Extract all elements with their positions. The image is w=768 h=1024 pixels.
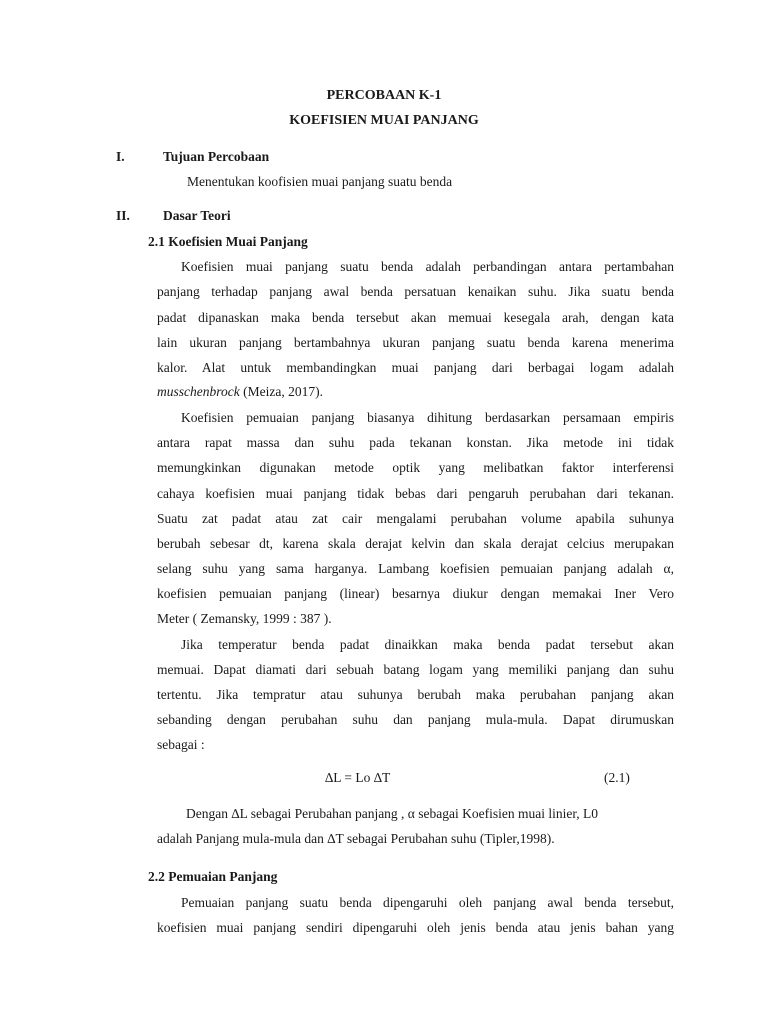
paragraph-2-line: antara rapat massa dan suhu pada tekanan konstan. Jika metode ini tidak	[157, 435, 674, 450]
citation: (Meiza, 2017).	[239, 384, 323, 399]
section-1-number: I.	[116, 149, 125, 164]
equation-number: (2.1)	[604, 770, 630, 785]
paragraph-3-last-line: sebagai :	[157, 737, 205, 752]
paragraph-3-line: tertentu. Jika tempratur atau suhunya berubah maka perubahan panjang akan	[157, 687, 674, 702]
equation: ∆L = Lo ∆T	[325, 770, 391, 785]
paragraph-4-line: adalah Panjang mula-mula dan ∆T sebagai Perubahan suhu (Tipler,1998).	[157, 831, 555, 846]
paragraph-3-line: sebanding dengan perubahan suhu dan panjang mula-mula. Dapat dirumuskan	[157, 712, 674, 727]
paragraph-4-line: Dengan ∆L sebagai Perubahan panjang , α sebagai Koefisien muai linier, L0	[186, 806, 599, 821]
paragraph-1-last-line	[157, 384, 323, 400]
paragraph-1-line: lain ukuran panjang bertambahnya ukuran panjang suatu benda karena menerima	[157, 335, 674, 350]
paragraph-3-line: Jika temperatur benda padat dinaikkan maka benda padat tersebut akan	[181, 637, 674, 652]
paragraph-2-last-line: Meter ( Zemansky, 1999 : 387 ).	[157, 611, 332, 626]
paragraph-2-line: koefisien pemuaian panjang (linear) besarnya diukur dengan memakai Iner Vero	[157, 586, 674, 601]
section-1-text: Menentukan koofisien muai panjang suatu benda	[187, 174, 453, 189]
section-1-heading: Tujuan Percobaan	[163, 149, 270, 164]
paragraph-2-line: Suatu zat padat atau zat cair mengalami perubahan volume apabila suhunya	[157, 511, 674, 526]
paragraph-5-line: koefisien muai panjang sendiri dipengaruhi oleh jenis benda atau jenis bahan yang	[157, 920, 674, 935]
section-2-number: II.	[116, 208, 130, 223]
subsection-2-2-heading: 2.2 Pemuaian Panjang	[148, 869, 278, 884]
section-2-heading: Dasar Teori	[163, 208, 231, 223]
paragraph-2-line: cahaya koefisien muai panjang tidak bebas dari pengaruh perubahan dari tekanan.	[157, 486, 674, 501]
paragraph-1-line: panjang terhadap panjang awal benda persatuan kenaikan suhu. Jika suatu benda	[157, 284, 674, 299]
paragraph-1-line: Koefisien muai panjang suatu benda adalah perbandingan antara pertambahan	[181, 259, 674, 274]
paragraph-2-line: berubah sebesar dt, karena skala derajat kelvin dan skala derajat celcius merupakan	[157, 536, 674, 551]
document-title: PERCOBAAN K-1	[326, 88, 442, 103]
paragraph-1-line: kalor. Alat untuk membandingkan muai panjang dari berbagai logam adalah	[157, 360, 674, 375]
paragraph-5-line: Pemuaian panjang suatu benda dipengaruhi oleh panjang awal benda tersebut,	[181, 895, 674, 910]
document-subtitle: KOEFISIEN MUAI PANJANG	[289, 113, 479, 128]
paragraph-1-line: padat dipanaskan maka benda tersebut akan memuai kesegala arah, dengan kata	[157, 310, 674, 325]
paragraph-2-line: memungkinkan digunakan metode optik yang melibatkan faktor interferensi	[157, 460, 674, 475]
subsection-2-1-heading: 2.1 Koefisien Muai Panjang	[148, 234, 308, 249]
paragraph-2-line: Koefisien pemuaian panjang biasanya dihitung berdasarkan persamaan empiris	[181, 410, 674, 425]
paragraph-2-line: selang suhu yang sama harganya. Lambang koefisien pemuaian panjang adalah α,	[157, 561, 674, 576]
italic-term: musschenbrock	[157, 384, 240, 399]
paragraph-3-line: memuai. Dapat diamati dari sebuah batang logam yang memiliki panjang dan suhu	[157, 662, 674, 677]
